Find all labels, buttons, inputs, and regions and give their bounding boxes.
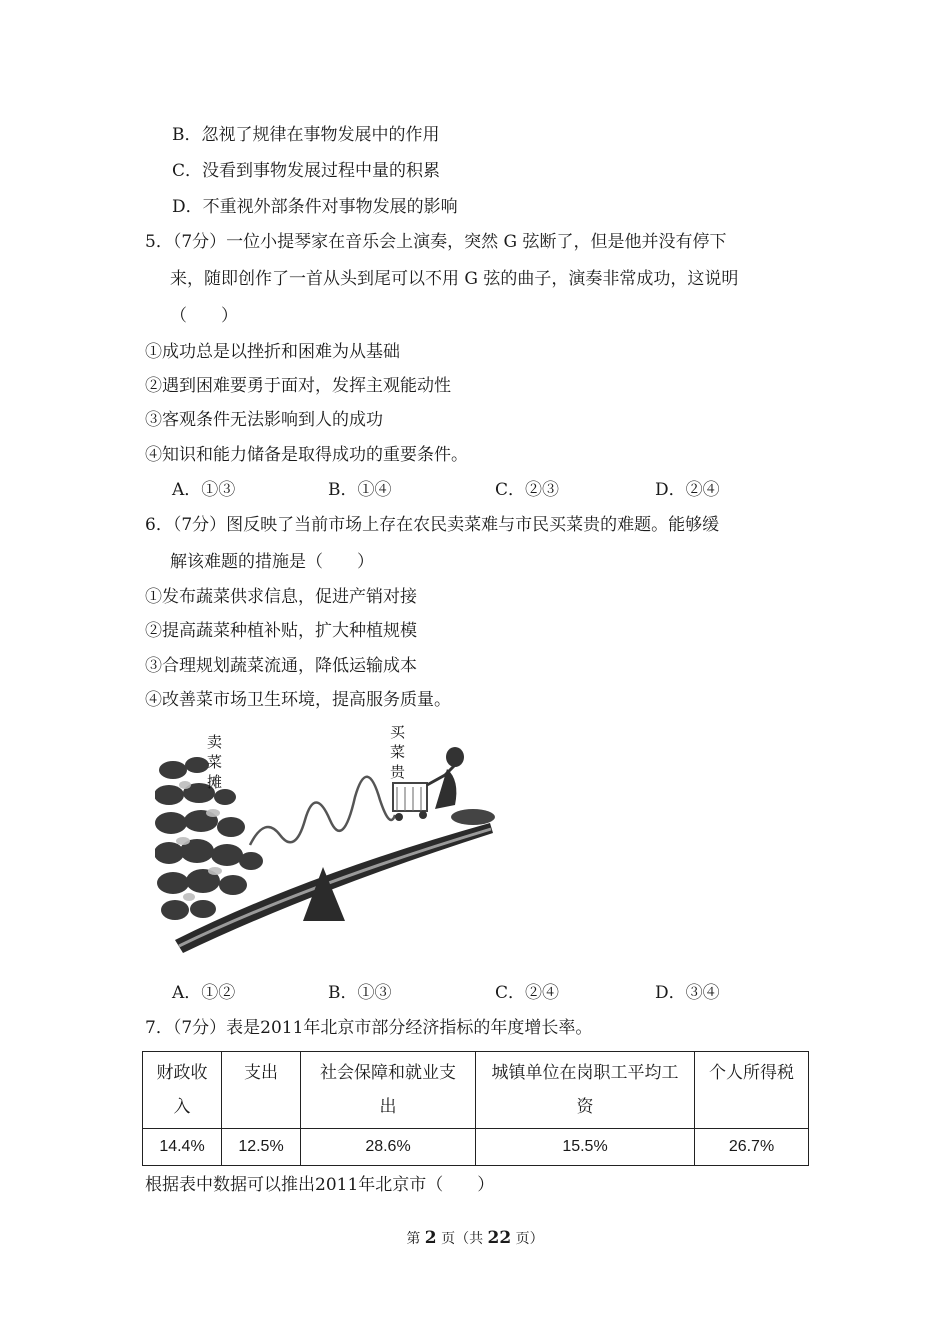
q5-item-2: ②遇到困难要勇于面对，发挥主观能动性 bbox=[145, 376, 451, 396]
table-header-cell: 支出 bbox=[222, 1052, 301, 1129]
label-sell-2: 菜 bbox=[207, 753, 223, 771]
label-buy-2: 菜 bbox=[390, 743, 406, 761]
q6-stem-line2: 解该难题的措施是（ ） bbox=[170, 552, 374, 572]
q5-item-1: ①成功总是以挫折和困难为从基础 bbox=[145, 342, 400, 362]
q6-item-4: ④改善菜市场卫生环境，提高服务质量。 bbox=[145, 690, 451, 710]
page-number: 2 bbox=[424, 1228, 437, 1248]
q6-item-3: ③合理规划蔬菜流通，降低运输成本 bbox=[145, 656, 417, 676]
q6-option-b: B．①③ bbox=[328, 983, 392, 1003]
q6-option-c: C．②④ bbox=[495, 983, 560, 1003]
table-cell: 14.4% bbox=[143, 1129, 222, 1166]
q4-option-c: C．没看到事物发展过程中量的积累 bbox=[172, 161, 441, 181]
economic-indicators-table bbox=[142, 1051, 809, 1166]
q5-option-d: D．②④ bbox=[655, 480, 720, 500]
table-header-cell: 城镇单位在岗职工平均工 资 bbox=[476, 1052, 695, 1129]
table-cell: 15.5% bbox=[476, 1129, 695, 1166]
label-sell-1: 卖 bbox=[207, 733, 223, 751]
label-sell-3: 摊 bbox=[207, 773, 223, 791]
table-header-cell: 个人所得税 bbox=[695, 1052, 809, 1129]
label-buy-3: 贵 bbox=[390, 763, 406, 781]
price-wave bbox=[250, 777, 395, 845]
q6-option-d: D．③④ bbox=[655, 983, 720, 1003]
table-header-cell: 社会保障和就业支 出 bbox=[301, 1052, 476, 1129]
table-row bbox=[143, 1129, 809, 1166]
q6-item-1: ①发布蔬菜供求信息，促进产销对接 bbox=[145, 587, 417, 607]
q5-option-b: B．①④ bbox=[328, 480, 392, 500]
q7-stem: 7．（7分）表是2011年北京市部分经济指标的年度增长率。 bbox=[145, 1018, 593, 1038]
q5-option-a: A．①③ bbox=[172, 480, 236, 500]
table-cell: 28.6% bbox=[301, 1129, 476, 1166]
q4-option-d: D．不重视外部条件对事物发展的影响 bbox=[172, 197, 458, 217]
page-total: 22 bbox=[487, 1228, 512, 1248]
table-header-row bbox=[143, 1052, 809, 1129]
q5-paren: （ ） bbox=[170, 306, 238, 326]
q4-option-b: B．忽视了规律在事物发展中的作用 bbox=[172, 125, 440, 145]
q6-item-2: ②提高蔬菜种植补贴，扩大种植规模 bbox=[145, 621, 417, 641]
q5-stem-line2: 来，随即创作了一首从头到尾可以不用 G 弦的曲子，演奏非常成功，这说明 bbox=[170, 269, 739, 289]
page-footer: 第 2 页（共 22 页） bbox=[406, 1228, 544, 1248]
q5-option-c: C．②③ bbox=[495, 480, 560, 500]
label-buy-1: 买 bbox=[390, 725, 406, 741]
table-cell: 26.7% bbox=[695, 1129, 809, 1166]
shopper-with-cart bbox=[393, 747, 495, 825]
q5-item-3: ③客观条件无法影响到人的成功 bbox=[145, 410, 383, 430]
q5-item-4: ④知识和能力储备是取得成功的重要条件。 bbox=[145, 445, 468, 465]
table-cell: 12.5% bbox=[222, 1129, 301, 1166]
q7-after-table: 根据表中数据可以推出2011年北京市（ ） bbox=[145, 1175, 495, 1195]
table-header-cell: 财政收 入 bbox=[143, 1052, 222, 1129]
seesaw-illustration bbox=[155, 725, 495, 955]
q5-stem-line1: 5．（7分）一位小提琴家在音乐会上演奏，突然 G 弦断了，但是他并没有停下 bbox=[145, 232, 727, 252]
q6-option-a: A．①② bbox=[172, 983, 236, 1003]
q6-stem-line1: 6．（7分）图反映了当前市场上存在农民卖菜难与市民买菜贵的难题。能够缓 bbox=[145, 515, 720, 535]
